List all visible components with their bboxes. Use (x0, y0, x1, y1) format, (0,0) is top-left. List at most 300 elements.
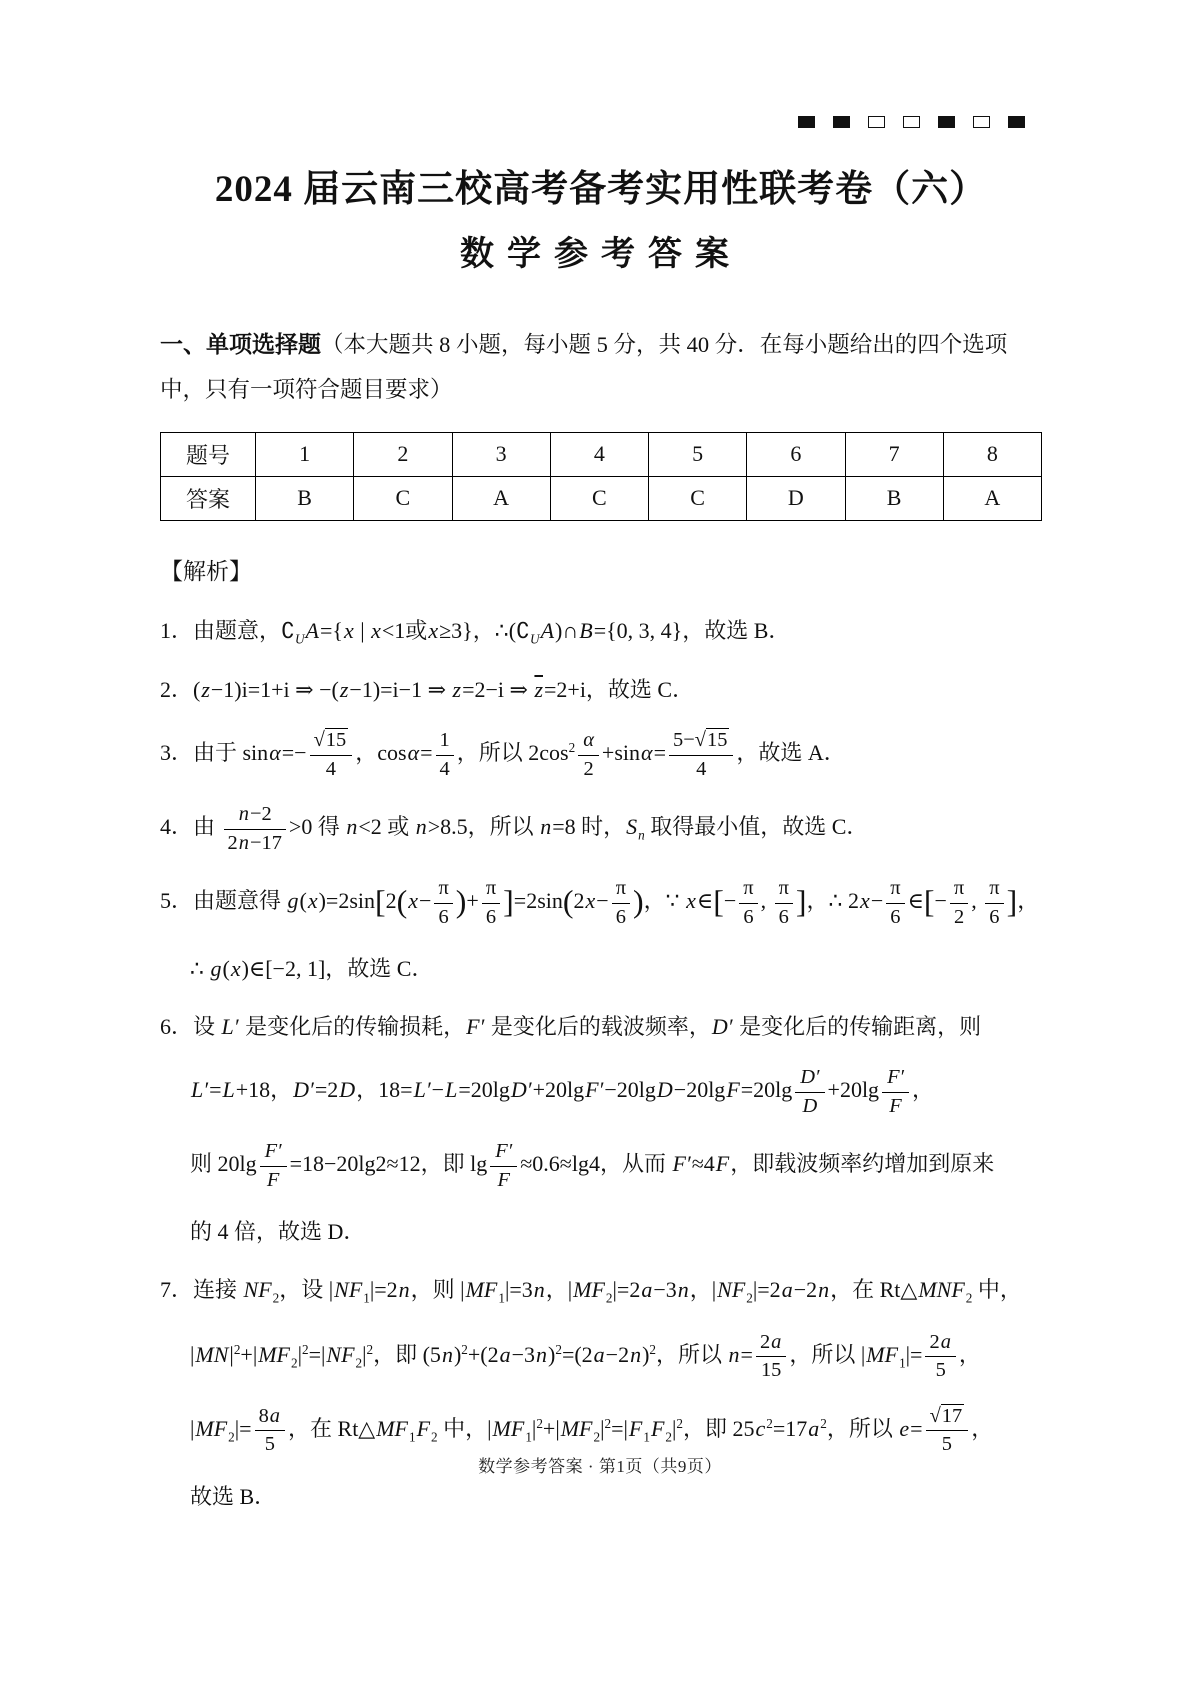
math-variable: NF (326, 1341, 355, 1367)
text-run: =2 (314, 1077, 339, 1103)
text-run: 是变化后的传输损耗， (239, 1013, 466, 1039)
math-variable: n (536, 1341, 548, 1367)
math-fraction (795, 1065, 824, 1119)
math-fraction (260, 1139, 287, 1193)
text-run: 2 (953, 905, 965, 928)
solutions (160, 612, 1042, 1515)
solution-line (160, 1271, 1042, 1310)
text-run: )=2sin (318, 888, 376, 914)
text-run: |=2 (369, 1276, 398, 1302)
text-run: ，所以 (826, 1415, 899, 1441)
text-run: 7．连接 (160, 1276, 243, 1302)
math-variable: NF (717, 1276, 746, 1302)
solution-line (160, 612, 1042, 651)
text-run: ，所以 | (789, 1341, 866, 1367)
math-variable: n (533, 1276, 545, 1302)
text-run: =| (611, 1415, 628, 1441)
math-variable: F (726, 1077, 740, 1103)
math-sqrt: √17 (929, 1404, 963, 1427)
text-run: 4 (696, 757, 707, 780)
math-variable: MN (195, 1341, 229, 1367)
text-run: 6．设 (160, 1013, 221, 1039)
math-fraction (669, 728, 733, 782)
text-run: ( (222, 956, 230, 982)
math-variable: B (579, 617, 593, 643)
math-variable: D′ (800, 1066, 820, 1089)
math-fraction (490, 1139, 517, 1193)
math-variable: F (889, 1094, 902, 1117)
math-subscript: 2 (965, 1290, 973, 1306)
text-run: 15 (760, 1359, 782, 1382)
text-run: ，∴ 2 (806, 888, 860, 914)
math-variable: n (238, 831, 249, 854)
math-variable: z (339, 676, 349, 702)
text-run: π (743, 877, 754, 900)
text-run: +| (240, 1341, 258, 1367)
text-run: |= (234, 1415, 252, 1441)
math-subscript: U (530, 631, 540, 647)
text-run: ( (299, 888, 307, 914)
math-variable: D (339, 1077, 356, 1103)
text-run: − (596, 888, 609, 914)
math-bracket: [ (375, 884, 386, 920)
math-variable: F (416, 1415, 431, 1441)
text-run: −2 (793, 1276, 818, 1302)
math-supscript: 2 (568, 739, 576, 755)
math-variable: F′ (672, 1151, 691, 1177)
math-subscript: 1 (498, 1290, 505, 1306)
text-run: π (615, 877, 627, 900)
math-variable: x (860, 888, 870, 914)
text-run: ∈ (907, 888, 924, 914)
math-bracket: ) (633, 884, 644, 920)
math-variable: D (656, 1077, 673, 1103)
text-run: π (778, 877, 789, 900)
math-bracket: ] (503, 884, 514, 920)
math-subscript: 2 (605, 1290, 613, 1306)
text-run: −17 (249, 831, 282, 854)
math-fraction (925, 1330, 955, 1384)
text-run: <2 或 (358, 814, 415, 840)
math-variable: n (415, 814, 427, 840)
math-supscript: 2 (649, 1341, 657, 1357)
math-variable: n (346, 814, 358, 840)
math-fraction (434, 876, 452, 930)
math-variable: n (818, 1276, 830, 1302)
section-heading-rest: （本大题共 8 小题，每小题 5 分，共 40 分．在每小题给出的四个选项中，只有一项符合题目要求） (160, 332, 1008, 402)
text-run: 2 (583, 757, 594, 780)
solution-line (160, 728, 1042, 782)
math-variable: n (238, 803, 249, 826)
text-run: =18−20lg2≈12，即 lg (289, 1151, 488, 1177)
text-run: ，在 Rt△ (830, 1276, 918, 1302)
math-supscript: 2 (233, 1341, 241, 1357)
math-subscript: 2 (290, 1355, 298, 1371)
text-run: ， (958, 1341, 981, 1367)
text-run: | (190, 1415, 195, 1441)
text-run: 5− (673, 728, 695, 751)
text-run: −2 (605, 1341, 630, 1367)
math-supscript: 2 (366, 1341, 374, 1357)
math-variable: L′ (413, 1077, 431, 1103)
table-cell: C (649, 476, 747, 520)
text-run: 中，| (437, 1415, 492, 1441)
text-run: − (870, 888, 884, 914)
math-variable: L′ (221, 1013, 239, 1039)
text-run: =2−i ⇒ (462, 676, 534, 702)
text-run: −20lg (604, 1077, 656, 1103)
math-bracket: [ (713, 884, 724, 920)
text-run: =2sin (513, 888, 563, 914)
text-run: 6 (615, 905, 626, 928)
text-run: ∴ (190, 956, 210, 982)
text-run: 6 (438, 905, 449, 928)
solution-line (160, 671, 1042, 708)
text-run: 2 (759, 1330, 771, 1353)
text-run: +20lg (532, 1077, 585, 1103)
math-variable: A (305, 617, 319, 643)
solution-line (160, 802, 1042, 856)
math-variable: n (677, 1276, 689, 1302)
math-variable: MF (573, 1276, 605, 1302)
text-run: |=2 (752, 1276, 781, 1302)
math-variable: D (802, 1094, 818, 1117)
math-variable: MF (258, 1341, 290, 1367)
math-supscript: 2 (604, 1415, 612, 1431)
text-run: 2．( (160, 676, 201, 702)
solution-line (160, 1008, 1042, 1045)
math-variable: L′ (191, 1077, 209, 1103)
text-run: = (910, 1415, 923, 1441)
solution-line (160, 950, 1042, 987)
table-cell: C (550, 476, 648, 520)
text-run: ，即 25 (682, 1415, 755, 1441)
text-run: 取得最小值，故选 C． (644, 814, 869, 840)
text-run: 2 (385, 888, 397, 914)
text-run: − (723, 888, 737, 914)
math-variable: F (715, 1151, 730, 1177)
text-run: <1或 (381, 617, 428, 643)
math-variable: n (441, 1341, 453, 1367)
section-heading (160, 323, 1042, 412)
solution-line (160, 1139, 1042, 1193)
math-variable: x (343, 617, 354, 643)
math-variable: a (593, 1341, 605, 1367)
math-variable: n (630, 1341, 642, 1367)
text-run: ，在 Rt△ (288, 1415, 376, 1441)
solution-line (160, 1404, 1042, 1458)
text-run: ， (912, 1077, 935, 1103)
math-subscript: 1 (525, 1429, 532, 1445)
math-variable: n (728, 1341, 740, 1367)
text-run: +20lg (827, 1077, 880, 1103)
math-supscript: 2 (676, 1415, 683, 1431)
text-run: ) (642, 1341, 650, 1367)
math-variable: α (407, 740, 420, 766)
text-run: | (297, 1341, 302, 1367)
text-run: 6 (890, 905, 901, 928)
text-run: +18， (235, 1077, 293, 1103)
math-fraction (436, 728, 454, 782)
math-variable: a (771, 1330, 782, 1353)
text-run: − (934, 888, 947, 914)
math-variable: a (781, 1276, 793, 1302)
answer-table (160, 432, 1042, 521)
text-run: | (229, 1341, 234, 1367)
math-fraction (985, 876, 1003, 930)
text-run: = (653, 740, 666, 766)
math-subscript: 2 (431, 1429, 438, 1445)
math-variable: c (755, 1415, 766, 1441)
text-run: =20lg (740, 1077, 793, 1103)
math-variable: a (499, 1341, 511, 1367)
text-run: 6 (989, 905, 1000, 928)
math-bracket: [ (923, 884, 935, 920)
text-run: | (531, 1415, 537, 1441)
text-run: 4 (325, 757, 337, 780)
math-variable: D′ (711, 1013, 733, 1039)
table-cell: B (845, 476, 943, 520)
text-run: ≈0.6≈lg4，从而 (520, 1151, 672, 1177)
text-run: ≈4 (691, 1151, 715, 1177)
math-subscript: 1 (643, 1429, 650, 1445)
math-fraction (756, 1330, 786, 1384)
math-subscript: 1 (409, 1429, 416, 1445)
text-run: ，18= (356, 1077, 413, 1103)
math-subscript: 2 (272, 1290, 280, 1306)
text-run: , (971, 888, 983, 914)
math-variable: a (641, 1276, 653, 1302)
text-run: =2+i，故选 C． (544, 676, 695, 702)
text-run: 4．由 (160, 814, 221, 840)
text-run: + (466, 888, 479, 914)
text-run: 5．由题意得 (160, 888, 287, 914)
text-run: ) (453, 1341, 462, 1367)
text-run: | (362, 1341, 367, 1367)
text-run: ，即 (5 (373, 1341, 441, 1367)
math-bracket: ( (396, 884, 408, 920)
text-run: | (354, 617, 371, 643)
text-run: ，设 | (279, 1276, 334, 1302)
text-run: 是变化后的传输距离，则 (733, 1013, 982, 1039)
text-run: = (420, 740, 433, 766)
text-run: 2 (227, 831, 238, 854)
math-variable: x (408, 888, 419, 914)
solution-line (160, 1213, 1042, 1250)
text-run: >0 得 (288, 814, 346, 840)
math-subscript: 2 (355, 1355, 363, 1371)
table-cell: A (452, 476, 550, 520)
analysis-label: 【解析】 (160, 558, 252, 584)
text-run: ，则 | (410, 1276, 465, 1302)
text-run: −1)i=1+i ⇒ −( (210, 676, 339, 702)
math-subscript: 2 (593, 1429, 601, 1445)
math-fraction (482, 876, 500, 930)
math-sqrt: √15 (313, 728, 347, 751)
solution-line (160, 876, 1042, 930)
math-fraction (775, 876, 793, 930)
math-fraction (882, 1065, 909, 1119)
text-run: 2 (573, 888, 585, 914)
math-variable: MF (492, 1415, 525, 1441)
text-run: −3 (511, 1341, 536, 1367)
text-run: =20lg (458, 1077, 510, 1103)
table-cell: 7 (845, 432, 943, 476)
text-run: 1．由题意，∁ (160, 617, 295, 643)
text-run: ) (548, 1341, 556, 1367)
solution-line (160, 1330, 1042, 1384)
math-variable: x (585, 888, 596, 914)
text-run: )∈[−2, 1]，故选 C． (241, 956, 434, 982)
text-run: | (600, 1415, 605, 1441)
math-variable: e (899, 1415, 910, 1441)
text-run: −1)=i−1 ⇒ (349, 676, 452, 702)
math-subscript: 1 (363, 1290, 370, 1306)
text-run: 中， (972, 1276, 1022, 1302)
text-run: 是变化后的载波频率， (485, 1013, 711, 1039)
math-subscript: n (638, 827, 645, 843)
solution-line (160, 1478, 1042, 1515)
text-run: 6 (743, 905, 754, 928)
text-run: 的 4 倍，故选 D． (190, 1219, 366, 1245)
solution-line (160, 1065, 1042, 1119)
math-variable: n (540, 814, 552, 840)
text-run: = (209, 1077, 222, 1103)
text-run: |= (905, 1341, 923, 1367)
text-run: 3．由于 sin (160, 740, 269, 766)
math-supscript: 2 (766, 1415, 773, 1431)
math-subscript: 1 (899, 1355, 906, 1371)
text-run: | (671, 1415, 677, 1441)
text-run: 6 (485, 905, 497, 928)
text-run: >8.5，所以 (427, 814, 540, 840)
math-variable: L (445, 1077, 458, 1103)
document-content (160, 0, 1042, 1535)
table-cell: 1 (256, 432, 354, 476)
math-variable: L (222, 1077, 235, 1103)
math-variable: α (583, 728, 594, 751)
math-sqrt: √15 (694, 728, 728, 751)
table-cell: 3 (452, 432, 550, 476)
table-cell: B (256, 476, 354, 520)
math-variable: D′ (293, 1077, 314, 1103)
table-cell: 5 (649, 432, 747, 476)
math-variable: F′ (264, 1140, 282, 1163)
text-run: ∈ (696, 888, 714, 914)
math-variable: F (266, 1168, 280, 1191)
math-variable: α (269, 740, 281, 766)
text-run: − (431, 1077, 445, 1103)
math-subscript: 2 (228, 1429, 235, 1445)
text-run: −20lg (673, 1077, 726, 1103)
table-cell: D (747, 476, 845, 520)
math-bracket: ] (795, 884, 807, 920)
answer-row-header: 答案 (161, 476, 256, 520)
page-title: 2024 届云南三校高考备考实用性联考卷（六） (214, 169, 988, 210)
math-variable: F′ (585, 1077, 604, 1103)
math-variable: n (398, 1276, 410, 1302)
text-run: π (953, 877, 965, 900)
math-bracket: ] (1006, 884, 1018, 920)
math-variable: NF (243, 1276, 272, 1302)
math-supscript: 2 (536, 1415, 543, 1431)
math-fraction (578, 728, 599, 782)
math-fraction (224, 802, 286, 856)
math-subscript: U (295, 631, 305, 647)
math-subscript: 2 (746, 1290, 753, 1306)
math-variable: MNF (918, 1276, 965, 1302)
math-variable: S (626, 814, 638, 840)
text-run: 4 (439, 757, 450, 780)
math-supscript: 2 (555, 1341, 562, 1357)
text-run: π (890, 877, 901, 900)
text-run: 8 (258, 1404, 269, 1427)
text-run: = (740, 1341, 753, 1367)
text-run: π (989, 877, 1000, 900)
page-footer: 数学参考答案 · 第1页（共9页） (478, 1457, 722, 1476)
text-run: 5 (935, 1359, 946, 1382)
math-variable: MF (866, 1341, 899, 1367)
math-variable: x (371, 617, 381, 643)
answer-row (161, 476, 1042, 520)
table-cell: C (354, 476, 452, 520)
math-variable: A (540, 617, 555, 643)
math-variable: F′ (466, 1013, 485, 1039)
math-variable: MF (376, 1415, 408, 1441)
math-variable: α (641, 740, 653, 766)
math-variable: x (428, 617, 439, 643)
math-variable: g (210, 956, 222, 982)
math-fraction (612, 876, 630, 930)
question-number-row-header: 题号 (161, 432, 256, 476)
math-fraction (886, 876, 904, 930)
text-run: |=2 (612, 1276, 641, 1302)
question-number-row (161, 432, 1042, 476)
text-run: ，所以 (656, 1341, 728, 1367)
math-variable: MF (560, 1415, 593, 1441)
table-cell: 8 (943, 432, 1041, 476)
table-cell: 4 (550, 432, 648, 476)
text-run: ， (971, 1415, 994, 1441)
text-run: − (419, 888, 432, 914)
text-run: 故选 B． (190, 1483, 277, 1509)
math-fraction (310, 728, 353, 782)
text-run: π (485, 877, 497, 900)
table-cell: 2 (354, 432, 452, 476)
text-run: ，即载波频率约增加到原来 (730, 1151, 995, 1177)
math-variable: F′ (887, 1066, 905, 1089)
text-run: =| (308, 1341, 326, 1367)
math-bracket: ) (455, 884, 467, 920)
math-supscript: 2 (461, 1341, 468, 1357)
math-variable: z (201, 676, 210, 702)
text-run: ={ (319, 617, 343, 643)
table-cell: 6 (747, 432, 845, 476)
text-run: =8 时， (552, 814, 626, 840)
text-run: ≥3}，∴(∁ (439, 617, 531, 643)
math-variable: F (650, 1415, 665, 1441)
math-fraction (739, 876, 757, 930)
math-variable: NF (334, 1276, 363, 1302)
text-run: =(2 (561, 1341, 593, 1367)
text-run: ， (1017, 888, 1040, 914)
text-run: |=3 (504, 1276, 533, 1302)
text-run: )∩ (555, 617, 579, 643)
math-subscript: 2 (665, 1429, 672, 1445)
math-bracket: ( (562, 884, 574, 920)
text-run: ={0, 3, 4}，故选 B． (593, 617, 791, 643)
math-variable: MF (195, 1415, 228, 1441)
